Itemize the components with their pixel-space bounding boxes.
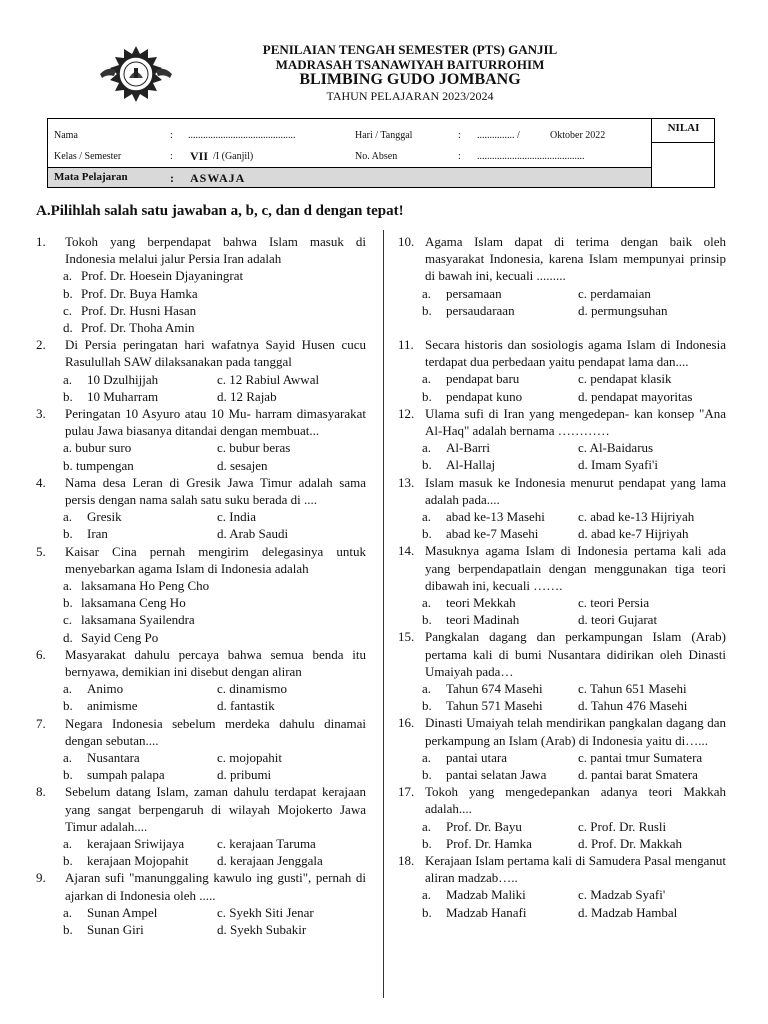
spacer	[398, 319, 726, 336]
option-text: pendapat kuno	[446, 388, 523, 404]
question-number: 14.	[398, 543, 415, 559]
question-16	[398, 714, 726, 783]
question-number: 6.	[36, 646, 46, 662]
date-label: Hari / Tanggal	[355, 130, 413, 141]
option-letter: a.	[63, 371, 73, 387]
question-7	[36, 715, 366, 784]
option-letter: a.	[422, 887, 432, 903]
option-text: d. sesajen	[217, 457, 268, 473]
option-text: d. Tahun 476 Masehi	[578, 698, 688, 714]
option-text: Sunan Giri	[87, 921, 144, 937]
question-number: 13.	[398, 474, 415, 490]
answer-options	[36, 835, 366, 869]
option-text: 10 Dzulhijjah	[87, 371, 159, 387]
option-text: c. Syekh Siti Jenar	[217, 904, 314, 920]
answer-options	[36, 749, 366, 783]
option-text: Tahun 571 Masehi	[446, 698, 543, 714]
questions-left-column	[36, 233, 366, 938]
option-letter: b.	[63, 285, 73, 301]
question-number: 18.	[398, 852, 415, 868]
option-text: d. Madzab Hambal	[578, 904, 678, 920]
option-text: Prof. Dr. Hamka	[446, 835, 532, 851]
answer-options	[36, 371, 366, 405]
option-text: kerajaan Sriwijaya	[87, 836, 185, 851]
question-number: 10.	[398, 234, 415, 249]
answer-options	[398, 886, 726, 920]
option-text: Prof. Dr. Husni Hasan	[81, 302, 197, 318]
option-letter: b.	[63, 595, 73, 611]
option-letter: a.	[63, 681, 73, 697]
question-text: Ajaran sufi "manunggaling kawulo ing gusti", pernah di ajarkan di Indonesia oleh .....	[65, 870, 366, 903]
option-text: b. tumpengan	[63, 457, 134, 473]
question-15	[398, 628, 726, 714]
question-6	[36, 646, 366, 715]
option-text: Sayid Ceng Po	[81, 629, 159, 645]
option-text: d. 12 Rajab	[217, 388, 277, 404]
option-text: 10 Muharram	[87, 388, 159, 404]
academic-year: TAHUN PELAJARAN 2023/2024	[326, 89, 494, 103]
option-text: persaudaraan	[446, 302, 515, 318]
option-letter: b.	[63, 921, 73, 937]
question-number: 1.	[36, 234, 46, 249]
option-letter: b.	[422, 612, 432, 628]
question-text: Nama desa Leran di Gresik Jawa Timur adalah sama persis dengan nama salah satu suku berada di ....	[65, 474, 366, 507]
instruction: A.Pilihlah salah satu jawaban a, b, c, dan d dengan tepat!	[36, 203, 404, 219]
question-text: Kaisar Cina pernah mengirim delegasinya untuk menyebarkan agama Islam di Indonesia adalah	[65, 543, 366, 576]
option-text: c. India	[217, 509, 256, 525]
option-letter: a.	[63, 750, 73, 765]
question-11	[398, 336, 726, 405]
answer-options	[398, 508, 726, 542]
question-number: 17.	[398, 784, 415, 800]
option-text: d. Syekh Subakir	[217, 921, 307, 937]
option-text: abad ke-7 Masehi	[446, 526, 539, 542]
school-location: BLIMBING GUDO JOMBANG	[299, 71, 521, 88]
option-text: Prof. Dr. Hoesein Djayaningrat	[81, 268, 244, 284]
question-10	[398, 233, 726, 336]
question-text: Negara Indonesia sebelum merdeka dahulu dinamai dengan sebutan....	[65, 715, 366, 748]
class-colon: :	[170, 151, 173, 162]
option-letter: a.	[422, 371, 432, 387]
option-text: c. kerajaan Taruma	[217, 836, 316, 851]
question-8	[36, 783, 366, 869]
semester-value: /I (Ganjil)	[213, 151, 254, 162]
answer-options	[398, 439, 726, 473]
option-text: c. abad ke-13 Hijriyah	[578, 509, 695, 524]
question-text: Tokoh yang berpendapat bahwa Islam masuk di Indonesia melalui jalur Persia Iran adalah	[65, 234, 366, 267]
option-text: c. Tahun 651 Masehi	[578, 681, 687, 696]
option-letter: b.	[422, 835, 432, 851]
answer-options	[398, 370, 726, 404]
option-text: persamaan	[446, 285, 502, 301]
question-text: Tokoh yang mengedepankan adanya teori Makkah adalah....	[425, 784, 726, 817]
option-text: Tahun 674 Masehi	[446, 681, 543, 696]
question-5	[36, 543, 366, 646]
option-letter: b.	[63, 526, 73, 542]
option-letter: a.	[422, 440, 432, 456]
option-letter: a.	[63, 509, 73, 525]
option-text: d. teori Gujarat	[578, 612, 658, 628]
option-text: d. fantastik	[217, 698, 275, 714]
question-text: Masyarakat dahulu percaya bahwa semua benda itu bernyawa, demikian ini disebut dengan aliran	[65, 646, 366, 679]
option-letter: b.	[422, 302, 432, 318]
column-divider	[383, 230, 384, 998]
option-letter: a.	[63, 268, 73, 284]
option-text: teori Madinah	[446, 612, 520, 628]
option-text: c. dinamismo	[217, 681, 288, 697]
option-letter: a.	[63, 904, 73, 920]
option-letter: b.	[422, 904, 432, 920]
option-text: Prof. Dr. Thoha Amin	[81, 320, 195, 335]
option-text: Madzab Maliki	[446, 887, 526, 903]
option-text: pantai selatan Jawa	[446, 766, 547, 782]
option-text: sumpah palapa	[87, 767, 165, 783]
option-text: c. mojopahit	[217, 750, 282, 765]
question-3	[36, 405, 366, 474]
option-text: pantai utara	[446, 749, 507, 765]
answer-options	[36, 577, 366, 646]
question-9	[36, 869, 366, 938]
subject-label: Mata Pelajaran	[54, 171, 128, 183]
question-12	[398, 405, 726, 474]
option-text: laksamana Ho Peng Cho	[81, 578, 210, 593]
questions-right-column	[398, 233, 726, 921]
option-text: c. Prof. Dr. Rusli	[578, 818, 667, 834]
option-text: Animo	[87, 681, 124, 697]
option-letter: a.	[422, 285, 432, 301]
option-text: Gresik	[87, 509, 122, 525]
option-text: kerajaan Mojopahit	[87, 853, 189, 869]
question-text: Ulama sufi di Iran yang mengedepan- kan konsep "Ana Al-Haq" adalah bernama …………	[425, 405, 726, 438]
option-letter: a.	[422, 681, 432, 696]
option-text: abad ke-13 Masehi	[446, 509, 545, 524]
answer-options	[36, 439, 366, 473]
option-letter: a.	[422, 595, 432, 610]
question-4	[36, 474, 366, 543]
option-text: laksamana Syailendra	[81, 612, 195, 628]
question-text: Islam masuk ke Indonesia menurut pendapat yang lama adalah pada....	[425, 474, 726, 507]
option-letter: a.	[63, 578, 73, 593]
answer-options	[398, 285, 726, 319]
option-letter: b.	[422, 388, 432, 404]
option-text: c. bubur beras	[217, 440, 291, 456]
option-text: Al-Barri	[446, 440, 491, 456]
answer-options	[36, 680, 366, 714]
option-text: d. kerajaan Jenggala	[217, 853, 323, 869]
question-text: Pangkalan dagang dan perkampungan Islam (Arab) pertama kali di bumi Nusantara didirikan oleh Dinasti Umaiyah pada…	[425, 629, 726, 679]
option-text: pendapat baru	[446, 371, 520, 387]
question-1	[36, 233, 366, 336]
option-text: Sunan Ampel	[87, 904, 158, 920]
option-letter: b.	[63, 388, 73, 404]
score-divider	[652, 142, 715, 143]
option-text: d. Arab Saudi	[217, 526, 289, 542]
question-text: Di Persia peringatan hari wafatnya Sayid Husen cucu Rasulullah SAW dilaksanakan pada tanggal	[65, 337, 366, 370]
answer-options	[36, 508, 366, 542]
name-colon: :	[170, 130, 173, 141]
option-letter: b.	[422, 457, 432, 473]
answer-options	[36, 904, 366, 938]
absen-label: No. Absen	[355, 151, 398, 162]
option-letter: d.	[63, 320, 73, 335]
option-letter: b.	[422, 766, 432, 782]
subject-value: ASWAJA	[190, 171, 246, 185]
exam-title: PENILAIAN TENGAH SEMESTER (PTS) GANJIL	[262, 42, 558, 57]
date-colon: :	[458, 130, 461, 141]
option-text: c. pendapat klasik	[578, 371, 672, 387]
question-number: 16.	[398, 715, 415, 731]
option-text: d. pendapat mayoritas	[578, 388, 693, 404]
option-letter: a.	[63, 836, 73, 851]
class-value: VII	[190, 149, 209, 163]
option-letter: b.	[422, 526, 432, 542]
name-field[interactable]: ...........................................	[188, 130, 296, 141]
question-number: 4.	[36, 474, 46, 490]
question-2	[36, 336, 366, 405]
option-text: d. abad ke-7 Hijriyah	[578, 526, 689, 542]
question-13	[398, 474, 726, 543]
question-number: 2.	[36, 337, 46, 353]
option-text: d. pantai barat Smatera	[578, 766, 698, 782]
option-letter: a.	[422, 749, 432, 765]
question-number: 9.	[36, 870, 46, 886]
option-letter: c.	[63, 612, 73, 628]
question-text: Masuknya agama Islam di Indonesia pertama kali ada yang berpendapatlain dengan menggunakan tiga teori dibawah ini, kecuali …….	[425, 543, 726, 593]
absen-colon: :	[458, 151, 461, 162]
question-14	[398, 542, 726, 628]
answer-options	[398, 749, 726, 783]
name-label: Nama	[54, 130, 78, 141]
option-text: Prof. Dr. Bayu	[446, 818, 522, 834]
answer-options	[398, 594, 726, 628]
question-number: 12.	[398, 405, 415, 421]
option-letter: d.	[63, 629, 73, 645]
option-text: d. pribumi	[217, 767, 272, 783]
score-label: NILAI	[667, 122, 700, 134]
question-text: Sebelum datang Islam, zaman dahulu terdapat kerajaan yang sangat berpengaruh di wilayah Mojokerto Jawa Timur adalah....	[65, 784, 366, 834]
option-text: a. bubur suro	[63, 440, 132, 456]
answer-options	[36, 267, 366, 336]
school-name: MADRASAH TSANAWIYAH BAITURROHIM	[275, 57, 545, 72]
question-text: Kerajaan Islam pertama kali di Samudera Pasal menganut aliran madzab…..	[425, 852, 726, 886]
option-text: Iran	[87, 526, 108, 542]
question-text: Dinasti Umaiyah telah mendirikan pangkalan dagang dan perkampung an Islam (Arab) di Indonesia yaitu di…...	[425, 715, 726, 748]
question-number: 11.	[398, 337, 414, 352]
question-number: 8.	[36, 784, 46, 800]
subject-colon: :	[170, 171, 174, 185]
question-number: 5.	[36, 543, 46, 559]
question-text: Peringatan 10 Asyuro atau 10 Mu- harram dimasyarakat pulau Jawa biasanya ditandai dengan membuat...	[65, 406, 366, 439]
option-text: c. pantai tmur Sumatera	[578, 749, 703, 765]
question-text: Secara historis dan sosiologis agama Islam di Indonesia terdapat dua perbedaan yaitu pendapat lama dan....	[425, 337, 726, 370]
option-letter: a.	[422, 818, 432, 834]
option-text: c. Madzab Syafi'	[578, 887, 666, 903]
madrasah-logo	[98, 44, 174, 104]
option-text: d. Prof. Dr. Makkah	[578, 835, 682, 851]
option-text: teori Mekkah	[446, 595, 516, 610]
option-text: c. teori Persia	[578, 595, 650, 610]
option-letter: b.	[63, 698, 73, 714]
class-label: Kelas / Semester	[54, 151, 122, 162]
option-text: d. permungsuhan	[578, 302, 668, 318]
option-text: laksamana Ceng Ho	[81, 595, 186, 611]
option-letter: c.	[63, 302, 73, 318]
option-text: animisme	[87, 698, 138, 714]
question-number: 15.	[398, 629, 415, 645]
option-text: c. 12 Rabiul Awwal	[217, 371, 320, 387]
option-text: c. perdamaian	[578, 285, 651, 301]
question-text: Agama Islam dapat di terima dengan baik oleh masyarakat Indonesia, karena Islam mempunyai prinsip di bawah ini, kecuali .........	[425, 234, 726, 284]
question-number: 7.	[36, 715, 46, 731]
answer-options	[398, 680, 726, 714]
option-letter: b.	[63, 767, 73, 783]
question-17	[398, 783, 726, 852]
option-text: c. Al-Baidarus	[578, 440, 654, 456]
option-text: Nusantara	[87, 750, 140, 765]
option-text: d. Imam Syafi'i	[578, 457, 658, 473]
option-letter: b.	[422, 698, 432, 714]
absen-field[interactable]: ...........................................	[477, 151, 585, 162]
date-month: Oktober 2022	[550, 130, 606, 141]
question-number: 3.	[36, 406, 46, 421]
option-text: Prof. Dr. Buya Hamka	[81, 285, 198, 301]
score-box	[651, 118, 715, 188]
option-letter: b.	[63, 853, 73, 869]
option-text: Al-Hallaj	[446, 457, 496, 473]
question-18	[398, 852, 726, 921]
answer-options	[398, 818, 726, 852]
date-field[interactable]: ............... /	[477, 130, 520, 141]
option-letter: a.	[422, 509, 432, 524]
subject-row	[48, 167, 651, 187]
option-text: Madzab Hanafi	[446, 904, 527, 920]
